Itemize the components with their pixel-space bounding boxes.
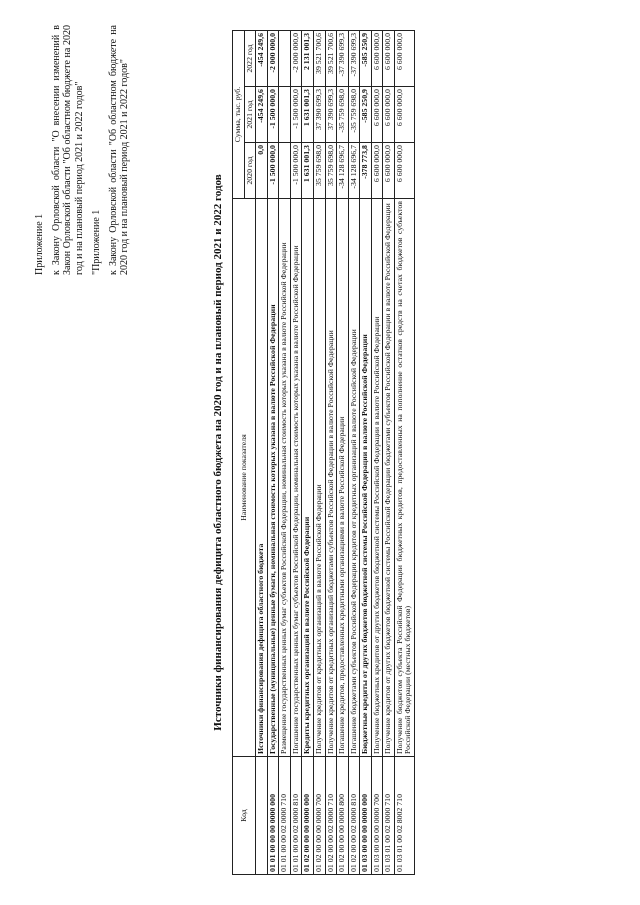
table-row: [302, 31, 314, 875]
row-value-2021: -454 249,6: [256, 87, 268, 143]
row-value-2021: -1 500 000,0: [267, 87, 279, 143]
law-reference-original: к Закону Орловской области "Об областном бюджете на 2020 год и на плановый период 2021 и 2022 годов": [107, 25, 131, 275]
table-row: [267, 31, 279, 875]
row-value-2021: -1 500 000,0: [290, 87, 302, 143]
table-row: [256, 31, 268, 875]
header-name: Наименование показателя: [233, 199, 256, 757]
appendix-header: [34, 25, 136, 275]
row-code: 01 02 00 00 00 0000 700: [313, 757, 325, 875]
table-row: [348, 31, 360, 875]
row-code: 01 03 00 00 00 0000 700: [371, 757, 383, 875]
row-value-2021: 6 600 000,0: [371, 87, 383, 143]
table-row: [394, 31, 414, 875]
row-code: 01 01 00 00 02 0000 710: [279, 757, 291, 875]
row-value-2022: 2 131 001,3: [302, 31, 314, 87]
table-row: [313, 31, 325, 875]
row-value-2022: -585 250,9: [360, 31, 372, 87]
header-2021: 2021 год: [244, 87, 256, 143]
row-code: 01 02 00 00 00 0000 000: [302, 757, 314, 875]
row-code: 01 03 00 00 00 0000 000: [360, 757, 372, 875]
row-code: 01 03 01 00 02 0000 710: [383, 757, 395, 875]
row-code: [256, 757, 268, 875]
row-value-2020: -1 500 000,0: [290, 143, 302, 199]
row-name: Получение кредитов от других бюджетов бюджетной системы Российской Федерации бюджетами субъектов Российской Федерации в валюте Российской Федерации: [383, 199, 395, 757]
row-value-2022: [279, 31, 291, 87]
row-value-2020: 1 631 001,3: [302, 143, 314, 199]
row-value-2020: -34 128 696,7: [348, 143, 360, 199]
row-value-2020: -1 500 000,0: [267, 143, 279, 199]
row-name: Погашение кредитов, предоставленных кредитными организациями в валюте Российской Федерации: [337, 199, 349, 757]
row-value-2021: -585 250,9: [360, 87, 372, 143]
row-value-2020: 6 600 000,0: [394, 143, 414, 199]
row-code: 01 03 01 00 02 8002 710: [394, 757, 414, 875]
row-value-2021: -35 759 698,0: [348, 87, 360, 143]
row-name: Кредиты кредитных организаций в валюте Российской Федерации: [302, 199, 314, 757]
row-value-2020: 0,0: [256, 143, 268, 199]
row-value-2020: [279, 143, 291, 199]
table-row: [371, 31, 383, 875]
law-reference: к Закону Орловской области "О внесении изменений в Закон Орловской области "Об областном бюджете на 2020 год и на плановый период 2021 и 2022 годов": [51, 25, 85, 275]
appendix-label-quoted: "Приложение 1: [90, 209, 102, 275]
row-value-2022: -2 000 000,0: [267, 31, 279, 87]
table-row: [279, 31, 291, 875]
header-2022: 2022 год: [244, 31, 256, 87]
row-value-2022: 39 521 700,6: [325, 31, 337, 87]
row-value-2022: 39 521 700,6: [313, 31, 325, 87]
row-value-2022: -37 390 699,3: [337, 31, 349, 87]
table-row: [290, 31, 302, 875]
row-code: 01 01 00 00 00 0000 000: [267, 757, 279, 875]
row-code: 01 02 00 00 02 0000 710: [325, 757, 337, 875]
row-value-2022: -37 390 699,3: [348, 31, 360, 87]
row-code: 01 02 00 00 00 0000 800: [337, 757, 349, 875]
row-value-2021: 6 600 000,0: [383, 87, 395, 143]
row-value-2020: 35 759 698,0: [325, 143, 337, 199]
table-row: [337, 31, 349, 875]
row-value-2021: -35 759 698,0: [337, 87, 349, 143]
row-name: Размещение государственных ценных бумаг субъектов Российской Федерации, номинальная стоимость которых указана в валюте Российской Федерации: [279, 199, 291, 757]
row-value-2021: 37 390 699,3: [313, 87, 325, 143]
row-value-2022: 6 600 000,0: [383, 31, 395, 87]
row-value-2020: -34 128 696,7: [337, 143, 349, 199]
row-name: Получение бюджетных кредитов от других бюджетов бюджетной системы Российской Федерации в валюте Российской Федерации: [371, 199, 383, 757]
row-value-2022: 6 600 000,0: [371, 31, 383, 87]
row-value-2022: -454 249,6: [256, 31, 268, 87]
row-name: Получение бюджетом субъекта Российской Федерации бюджетных кредитов, предоставленных на пополнение остатков средств на счетах бюджетов субъектов Российской Федерации (местных бюджетов): [394, 199, 414, 757]
header-amount: Сумма, тыс. руб.: [233, 31, 245, 199]
appendix-label: Приложение 1: [34, 213, 45, 275]
row-name: Государственные (муниципальные) ценные бумаги, номинальная стоимость которых указана в валюте Российской Федерации: [267, 199, 279, 757]
row-value-2021: 1 631 001,3: [302, 87, 314, 143]
row-code: 01 01 00 00 02 0000 810: [290, 757, 302, 875]
row-value-2022: -2 000 000,0: [290, 31, 302, 87]
row-name: Бюджетные кредиты от других бюджетов бюджетной системы Российской Федерации в валюте Российской Федерации: [360, 199, 372, 757]
row-code: 01 02 00 00 02 0000 810: [348, 757, 360, 875]
row-value-2020: -378 773,8: [360, 143, 372, 199]
row-name: Получение кредитов от кредитных организаций в валюте Российской Федерации: [313, 199, 325, 757]
row-value-2020: 35 759 698,0: [313, 143, 325, 199]
row-value-2020: 6 600 000,0: [371, 143, 383, 199]
row-value-2021: [279, 87, 291, 143]
table-row: [325, 31, 337, 875]
header-code: Код: [233, 757, 256, 875]
row-value-2020: 6 600 000,0: [383, 143, 395, 199]
row-name: Погашение государственных ценных бумаг субъектов Российской Федерации, номинальная стоимость которых указана в валюте Российской Федерации: [290, 199, 302, 757]
table-row: [360, 31, 372, 875]
row-value-2022: 6 600 000,0: [394, 31, 414, 87]
financing-sources-table: [232, 30, 415, 875]
table-row: [383, 31, 395, 875]
row-value-2021: 37 390 699,3: [325, 87, 337, 143]
header-2020: 2020 год: [244, 143, 256, 199]
row-name: Погашение бюджетами субъектов Российской Федерации кредитов от кредитных организаций в валюте Российской Федерации: [348, 199, 360, 757]
row-value-2021: 6 600 000,0: [394, 87, 414, 143]
row-name: Источники финансирования дефицита областного бюджета: [256, 199, 268, 757]
row-name: Получение кредитов от кредитных организаций бюджетами субъектов Российской Федерации в валюте Российской Федерации: [325, 199, 337, 757]
document-title: Источники финансирования дефицита областного бюджета на 2020 год и на плановый период 2021 и 2022 годов: [212, 174, 224, 731]
